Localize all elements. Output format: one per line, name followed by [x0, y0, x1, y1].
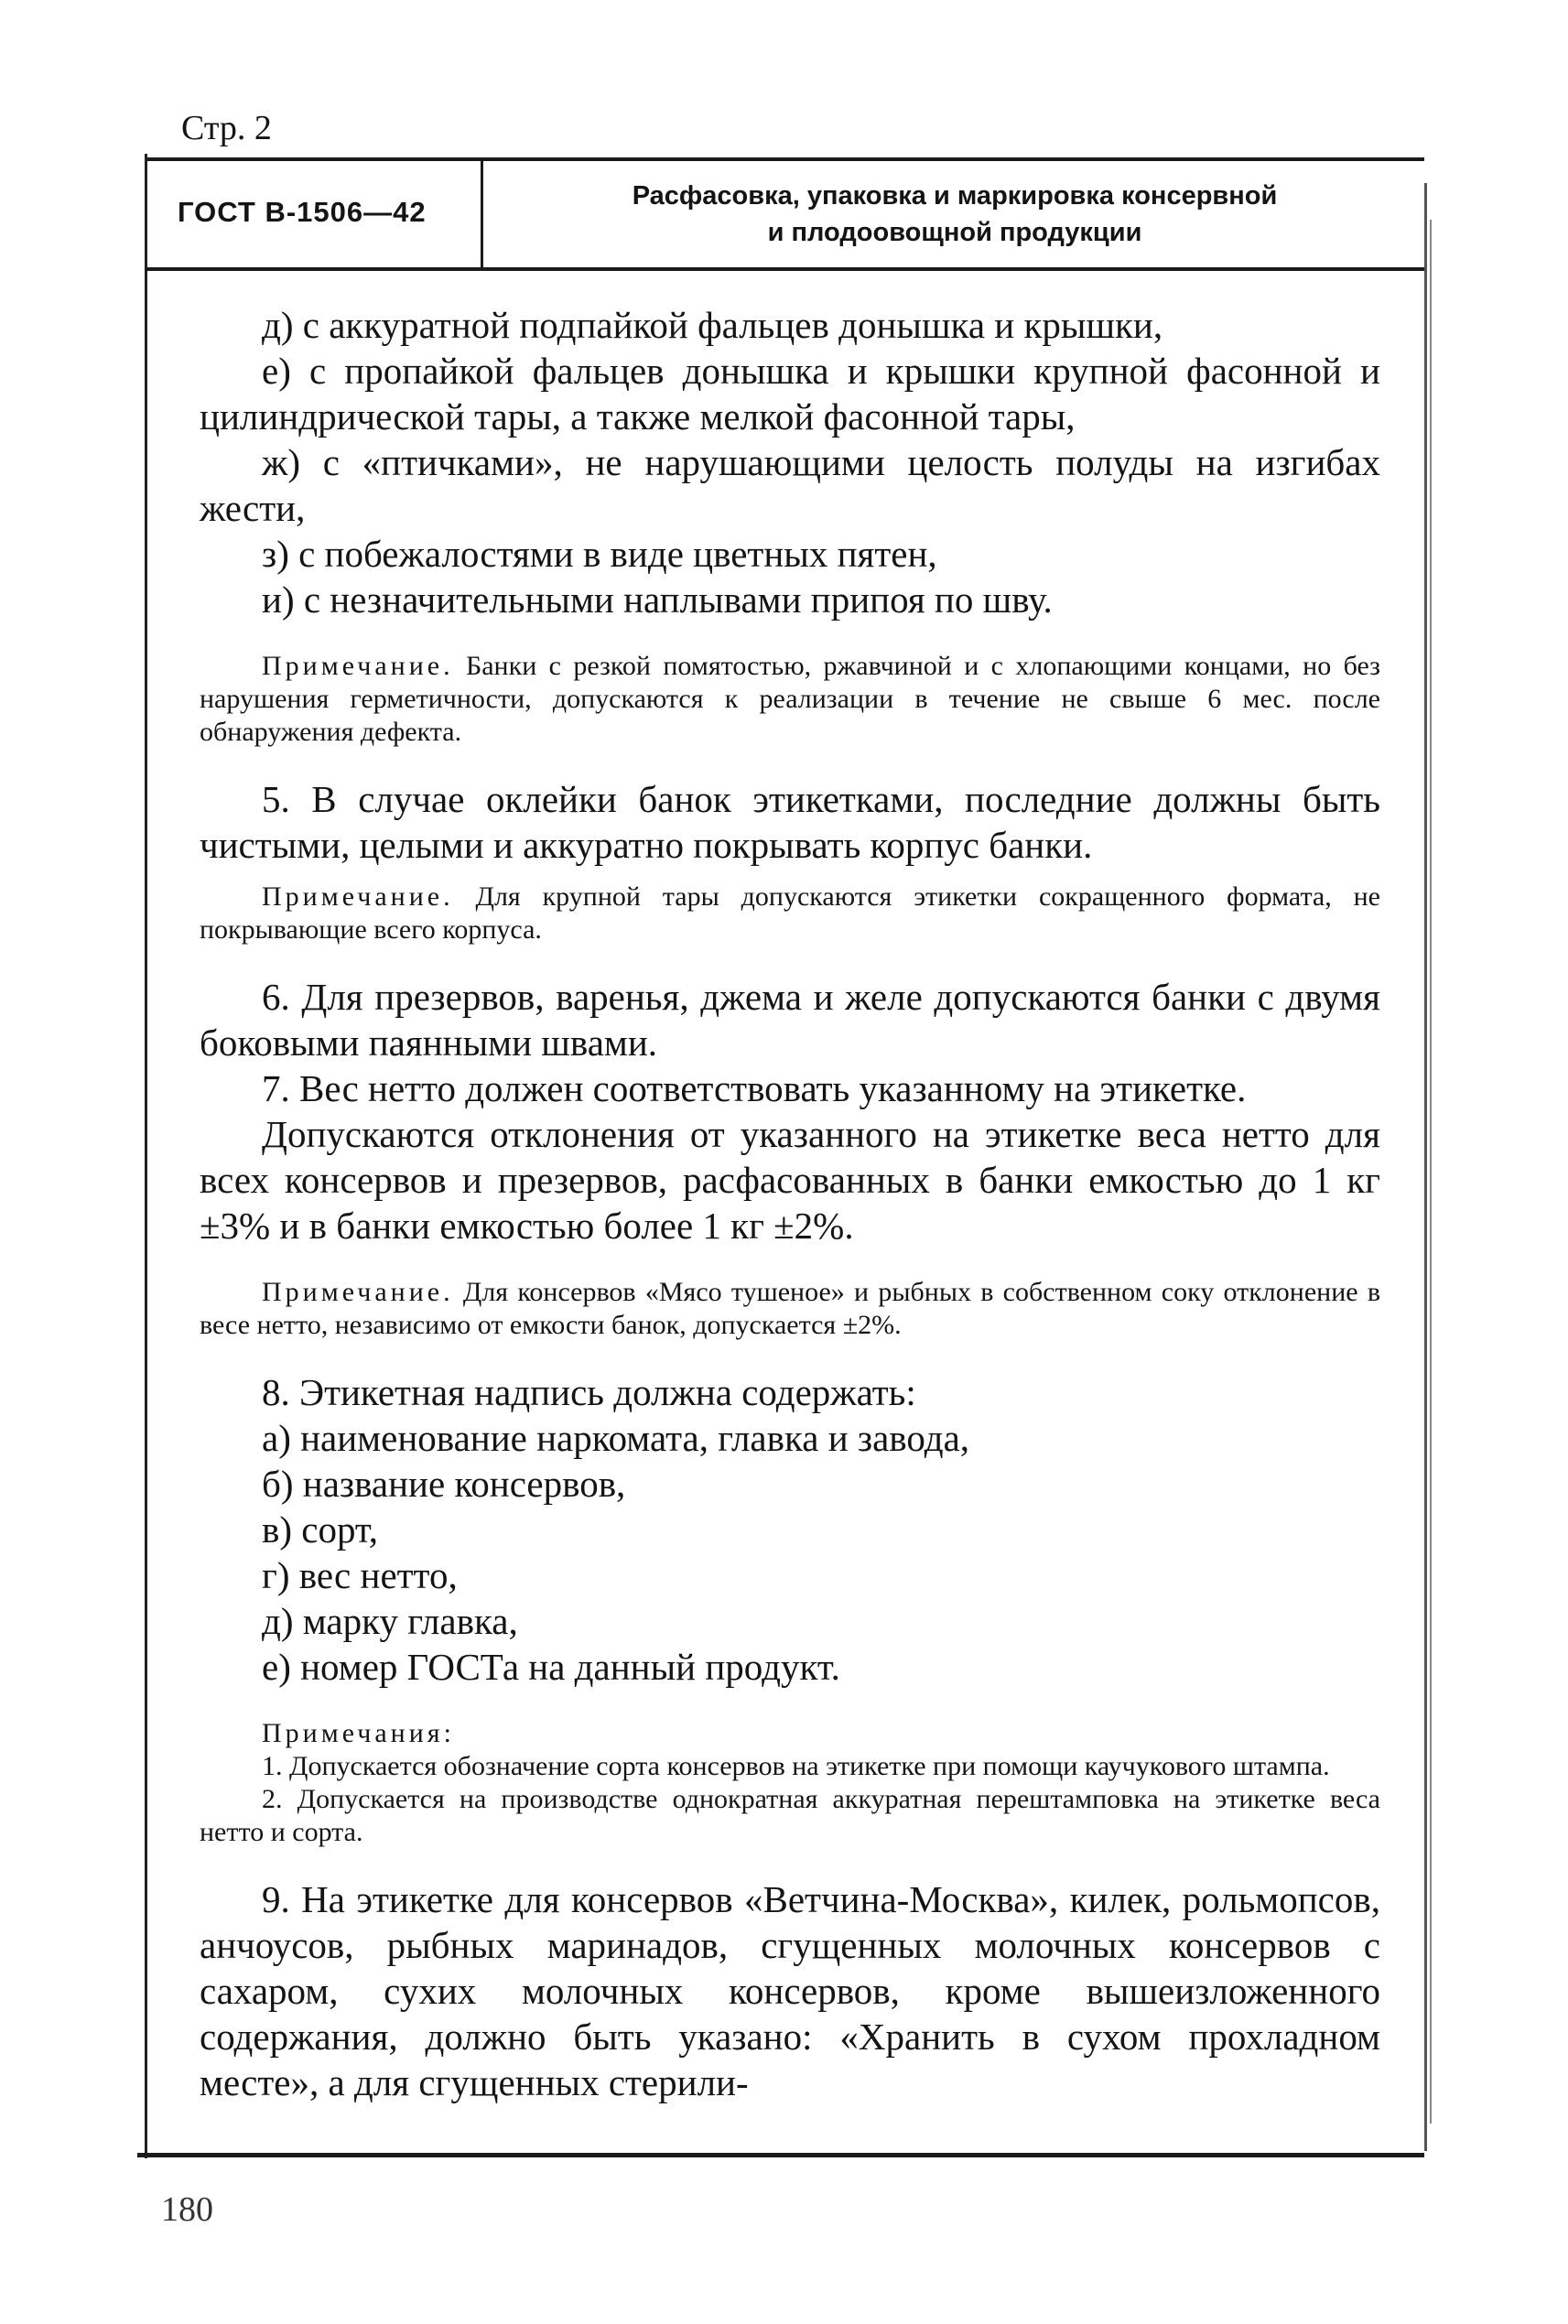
- note-lead: Примечание.: [262, 1277, 454, 1307]
- note-text: Для крупной тары допускаются этикетки сокращенного формата, не покрывающие всего корпуса.: [200, 881, 1380, 945]
- document-title: [513, 178, 1397, 251]
- header-bottom-rule: [145, 267, 1424, 271]
- list-item: д) с аккуратной подпайкой фальцев донышка и крышки,: [262, 304, 1163, 346]
- page-body: [200, 302, 1380, 2105]
- page-label: Стр. 2: [181, 109, 272, 147]
- list-item: г) вес нетто,: [262, 1554, 458, 1596]
- paragraph-7-tolerance: Допускаются отклонения от указанного на этикетке веса нетто для всех консервов и презервов, расфасованных в банки емкостью до 1 кг ±3% и в банки емкостью более 1 кг ±2%.: [200, 1113, 1380, 1247]
- list-item: б) название консервов,: [262, 1463, 626, 1505]
- note-3: [200, 1276, 1380, 1342]
- page-number: 180: [161, 2190, 213, 2229]
- page-bottom-rule: [137, 2153, 1424, 2157]
- note-text: Для консервов «Мясо тушеное» и рыбных в собственном соку отклонение в весе нетто, независимо от емкости банок, допускается ±2%.: [200, 1277, 1380, 1340]
- header-top-rule: [145, 157, 1424, 161]
- list-item: е) номер ГОСТа на данный продукт.: [262, 1646, 840, 1688]
- paragraph-9: 9. На этикетке для консервов «Ветчина-Москва», килек, рольмопсов, анчоусов, рыбных маринадов, сгущенных молочных консервов с сахаром, сухих молочных консервов, кроме вышеизложенного содержания, должно быть указано: «Хранить в сухом прохладном месте», а для сгущенных стерили-: [200, 1878, 1380, 2103]
- paragraph-5: 5. В случае оклейки банок этикетками, последние должны быть чистыми, целыми и аккуратно покрывать корпус банки.: [200, 778, 1380, 866]
- note-item: 2. Допускается на производстве однократная аккуратная перештамповка на этикетке веса нетто и сорта.: [200, 1784, 1380, 1847]
- title-line-1: Расфасовка, упаковка и маркировка консервной: [632, 181, 1278, 211]
- list-item: д) марку главка,: [262, 1600, 518, 1642]
- note-2: [200, 881, 1380, 946]
- standard-code: ГОСТ В-1506—42: [178, 196, 427, 228]
- list-item: в) сорт,: [262, 1508, 379, 1551]
- note-text: Банки с резкой помятостью, ржавчиной и с хлопающими концами, но без нарушения герметичности, допускаются к реализации в течение не свыше 6 мес. после обнаружения дефекта.: [200, 651, 1380, 747]
- list-item: е) с пропайкой фальцев донышка и крышки крупной фасонной и цилиндрической тары, а также мелкой фасонной тары,: [200, 350, 1380, 438]
- paragraph-8: 8. Этикетная надпись должна содержать:: [262, 1371, 916, 1413]
- list-item: и) с незначительными наплывами припоя по шву.: [262, 578, 1053, 621]
- note-item: 1. Допускается обозначение сорта консервов на этикетке при помощи каучукового штампа.: [262, 1751, 1330, 1781]
- note-lead: Примечание.: [262, 651, 454, 681]
- frame-left-border: [145, 154, 147, 2158]
- list-item: з) с побежалостями в виде цветных пятен,: [262, 533, 937, 575]
- list-item: ж) с «птичками», не нарушающими целость полуды на изгибах жести,: [200, 441, 1380, 529]
- frame-right-border-inner: [1430, 220, 1432, 2124]
- paragraph-7: 7. Вес нетто должен соответствовать указанному на этикетке.: [262, 1067, 1247, 1109]
- notes-heading: Примечания:: [262, 1718, 455, 1748]
- note-lead: Примечание.: [262, 881, 454, 912]
- list-item: а) наименование наркомата, главка и завода,: [262, 1417, 970, 1459]
- title-line-2: и плодоовощной продукции: [767, 218, 1142, 247]
- frame-right-border: [1424, 183, 1427, 2151]
- header-divider: [481, 161, 483, 267]
- note-1: [200, 650, 1380, 749]
- paragraph-6: 6. Для презервов, варенья, джема и желе допускаются банки с двумя боковыми паянными швами.: [200, 976, 1380, 1064]
